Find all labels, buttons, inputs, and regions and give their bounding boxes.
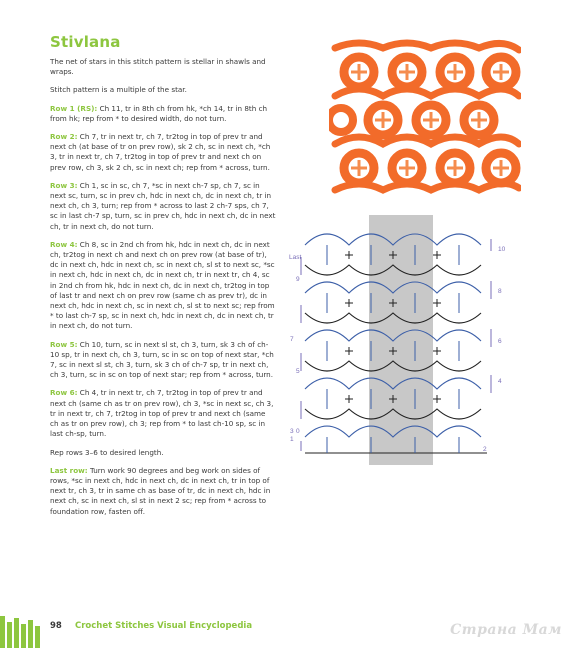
row-5-instruction: Row 5: Ch 10, turn, sc in next sl st, ch 3, turn, sk 3 ch of ch-10 sp, tr in next ch, ch 3, turn, sc in sc on top of next star, *ch 7, sc in next sl st, ch 3, turn, sk 3 ch of ch-7 sp, tr in next ch, ch 3, turn, sc in sc on top of next star; rep from * across, turn. [50, 339, 274, 380]
footer-bar [0, 616, 5, 648]
footer-bar [7, 622, 12, 648]
repeat-instruction: Rep rows 3–6 to desired length. [50, 447, 164, 457]
label-row-2: 2 [483, 446, 487, 453]
row-3-instruction: Row 3: Ch 1, sc in sc, ch 7, *sc in next ch-7 sp, ch 7, sc in next sc, turn, sc in prev ch, hdc in next ch, dc in next ch, tr in next ch, ch 3, turn; rep from * across to last 2 ch-7 sps, ch 7, sc in last ch-7 sp, turn, sc in prev ch, hdc in next ch, dc in next ch, tr in next ch, do not turn. [50, 180, 276, 231]
row-2-instruction: Row 2: Ch 7, tr in next tr, ch 7, tr2tog in top of prev tr and next ch (at base of tr on prev row), sk 2 ch, sc in next ch, *ch 3, tr in next tr, ch 7, tr2tog in top of prev tr and next ch on prev row, ch 3, sk 2 ch, sc in next ch; rep from * across, turn. [50, 132, 271, 172]
label-row-4: 4 [498, 378, 502, 385]
label-row-5: 5 [296, 368, 300, 375]
row-6-instruction: Row 6: Ch 4, tr in next tr, ch 7, tr2tog in top of prev tr and next ch (same ch as tr on prev row), ch 3, *sc in next sc, ch 3, tr in next tr, ch 7, tr2tog in top of prev tr and next ch (same ch as tr on prev row), ch 3; rep from * to last ch-10 sp, sc in last ch-sp, turn. [50, 388, 274, 439]
label-row-8: 8 [498, 288, 502, 295]
multiple-note: Stitch pattern is a multiple of the star. [50, 85, 187, 95]
label-row-3: 3 [290, 428, 294, 435]
footer-bar [14, 618, 19, 648]
label-row-6: 6 [498, 338, 502, 345]
intro-paragraph: The net of stars in this stitch pattern is stellar in shawls and wraps. [50, 57, 266, 77]
footer-bar [21, 624, 26, 648]
book-title: Crochet Stitches Visual Encyclopedia [75, 621, 253, 631]
pattern-title: Stivlana [50, 33, 121, 51]
footer-bar [28, 620, 33, 648]
pattern-text-column [50, 33, 276, 525]
footer-bar [35, 626, 40, 648]
label-row-7: 7 [290, 336, 294, 343]
row-4-instruction: Row 4: Ch 8, sc in 2nd ch from hk, hdc in next ch, dc in next ch, tr2tog in next ch and next ch on prev row (at base of tr), dc in next ch, hdc in next ch, sc in next ch, sl st to next sc, *sc in next ch, hdc in next ch, dc in next ch, tr in next tr, ch 4, sc in 2nd ch from hk, hdc in next ch, dc in next ch, tr2tog in top of last tr and next ch on prev row (same ch as prev tr), dc in next ch, hdc in next ch, sc in next ch, sl st to next sc; rep from * to last ch-7 sp, sc in next ch, hdc in next ch, dc in next ch, tr in next ch, do not turn. [50, 239, 275, 331]
label-row-0: 0 [296, 428, 300, 435]
site-watermark: Страна Мам [450, 622, 562, 638]
last-row-instruction: Last row: Turn work 90 degrees and beg work on sides of rows, *sc in next ch, hdc in next ch, dc in next ch, tr in top of next tr, ch 3, tr in same ch as base of tr, dc in next ch, hdc in next ch, sc in next ch, sl st in next 2 sc; rep from * across to foundation row, fasten off. [50, 465, 271, 516]
label-row-1: 1 [290, 436, 294, 443]
stitch-chart [287, 215, 513, 465]
label-last: Last [289, 254, 302, 261]
label-row-10: 10 [498, 246, 506, 253]
page-number: 98 [50, 621, 62, 631]
swatch-photo [329, 38, 521, 200]
label-row-9: 9 [296, 276, 300, 283]
row-1-instruction: Row 1 (RS): Ch 11, tr in 8th ch from hk, *ch 14, tr in 8th ch from hk; rep from * to desired width, do not turn. [50, 103, 268, 123]
